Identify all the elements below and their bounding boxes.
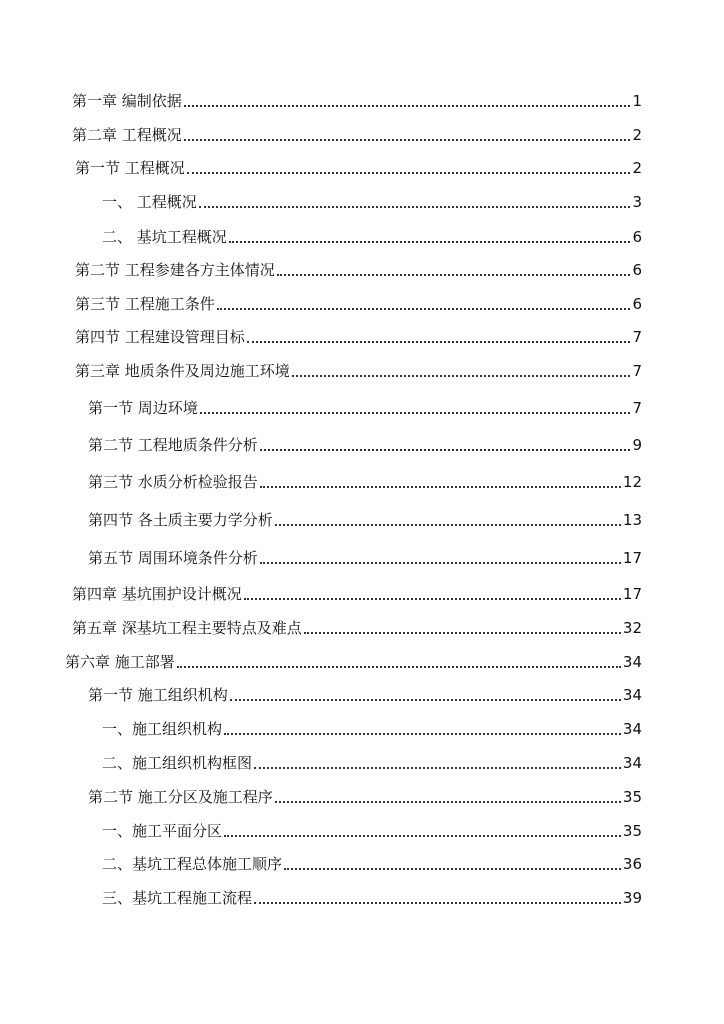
toc-entry-title: 第二节 工程参建各方主体情况: [75, 261, 275, 279]
toc-entry-page: 7: [632, 362, 642, 380]
toc-entry-title: 第一节 周边环境: [88, 399, 198, 417]
toc-entry-page: 3: [632, 193, 642, 211]
dot-leader: [184, 139, 631, 141]
toc-entry-page: 36: [622, 855, 642, 873]
dot-leader: [260, 486, 621, 488]
dot-leader: [277, 274, 631, 276]
toc-entry-title: 一、施工平面分区: [102, 822, 223, 840]
toc-entry[interactable]: [102, 189, 642, 211]
toc-entry[interactable]: [102, 818, 642, 840]
toc-entry-title: 第三章 地质条件及周边施工环境: [75, 362, 290, 380]
toc-entry-page: 6: [632, 261, 642, 279]
toc-entry-page: 35: [622, 822, 642, 840]
toc-entry-page: 17: [622, 585, 642, 603]
toc-entry-title: 一、 工程概况: [102, 193, 197, 211]
toc-entry-title: 第四节 工程建设管理目标: [75, 328, 245, 346]
toc-entry[interactable]: [72, 88, 642, 110]
toc-entry-page: 34: [622, 720, 642, 738]
dot-leader: [292, 375, 631, 377]
toc-entry-title: 第六章 施工部署: [65, 653, 175, 671]
toc-entry-page: 32: [622, 619, 642, 637]
toc-entry-page: 12: [622, 473, 642, 491]
dot-leader: [275, 801, 621, 803]
dot-leader: [275, 524, 621, 526]
toc-entry[interactable]: [75, 257, 642, 279]
dot-leader: [217, 308, 631, 310]
toc-entry-page: 2: [632, 159, 642, 177]
toc-entry[interactable]: [102, 716, 642, 738]
toc-entry[interactable]: [75, 291, 642, 313]
dot-leader: [254, 902, 621, 904]
toc-entry-title: 第一节 工程概况: [75, 159, 185, 177]
toc-entry[interactable]: [88, 395, 642, 417]
dot-leader: [177, 666, 621, 668]
dot-leader: [199, 206, 631, 208]
toc-entry[interactable]: [65, 649, 642, 671]
dot-leader: [304, 632, 621, 634]
toc-entry-page: 17: [622, 549, 642, 567]
toc-entry[interactable]: [75, 358, 642, 380]
toc-entry[interactable]: [72, 581, 642, 603]
toc-entry-title: 二、 基坑工程概况: [102, 228, 227, 246]
toc-entry[interactable]: [88, 545, 642, 567]
dot-leader: [229, 241, 631, 243]
dot-leader: [254, 767, 621, 769]
toc-entry-title: 第五节 周围环境条件分析: [88, 549, 258, 567]
toc-entry-title: 一、施工组织机构: [102, 720, 223, 738]
toc-entry-page: 39: [622, 889, 642, 907]
dot-leader: [224, 733, 621, 735]
toc-entry-title: 第四章 基坑围护设计概况: [72, 585, 242, 603]
toc-entry-title: 三、基坑工程施工流程: [102, 889, 253, 907]
dot-leader: [187, 172, 631, 174]
toc-entry-title: 第一章 编制依据: [72, 92, 182, 110]
toc-entry-title: 第一节 施工组织机构: [88, 686, 228, 704]
toc-entry-title: 二、施工组织机构框图: [102, 754, 253, 772]
dot-leader: [200, 412, 631, 414]
toc-entry-title: 第二节 工程地质条件分析: [88, 436, 258, 454]
toc-entry-page: 34: [622, 686, 642, 704]
toc-entry-page: 34: [622, 653, 642, 671]
dot-leader: [244, 598, 621, 600]
toc-entry[interactable]: [88, 784, 642, 806]
toc-entry[interactable]: [75, 155, 642, 177]
toc-entry-page: 7: [632, 328, 642, 346]
toc-entry-title: 第五章 深基坑工程主要特点及难点: [72, 619, 302, 637]
toc-entry[interactable]: [102, 224, 642, 246]
toc-entry-page: 35: [622, 788, 642, 806]
toc-entry-title: 二、基坑工程总体施工顺序: [102, 855, 283, 873]
toc-entry-title: 第四节 各土质主要力学分析: [88, 511, 273, 529]
toc-entry[interactable]: [88, 507, 642, 529]
toc-entry[interactable]: [102, 750, 642, 772]
toc-entry[interactable]: [75, 324, 642, 346]
dot-leader: [260, 562, 621, 564]
toc-entry[interactable]: [72, 122, 642, 144]
toc-entry[interactable]: [88, 682, 642, 704]
toc-entry-page: 9: [632, 436, 642, 454]
toc-entry[interactable]: [102, 885, 642, 907]
toc-entry-title: 第三节 水质分析检验报告: [88, 473, 258, 491]
toc-entry-page: 34: [622, 754, 642, 772]
toc-entry-page: 6: [632, 295, 642, 313]
dot-leader: [284, 868, 621, 870]
dot-leader: [260, 449, 631, 451]
dot-leader: [184, 105, 631, 107]
toc-entry-title: 第二章 工程概况: [72, 126, 182, 144]
toc-entry-title: 第三节 工程施工条件: [75, 295, 215, 313]
toc-entry[interactable]: [88, 432, 642, 454]
toc-entry-page: 7: [632, 399, 642, 417]
toc-entry-page: 6: [632, 228, 642, 246]
dot-leader: [247, 341, 631, 343]
dot-leader: [224, 835, 621, 837]
toc-entry[interactable]: [102, 851, 642, 873]
toc-entry-page: 2: [632, 126, 642, 144]
toc-entry[interactable]: [88, 469, 642, 491]
toc-entry-page: 13: [622, 511, 642, 529]
dot-leader: [230, 699, 621, 701]
toc-entry[interactable]: [72, 615, 642, 637]
toc-entry-page: 1: [632, 92, 642, 110]
toc-entry-title: 第二节 施工分区及施工程序: [88, 788, 273, 806]
